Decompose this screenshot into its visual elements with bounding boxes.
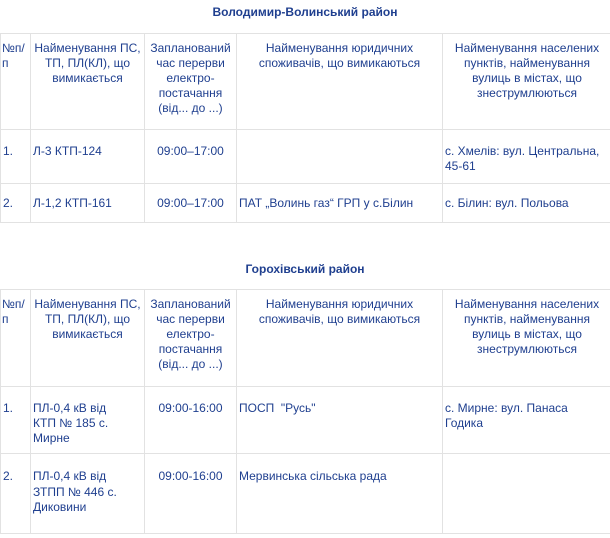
outage-table-volodymyr-volynskyi (0, 33, 610, 223)
row-planned-time: 09:00–17:00 (145, 184, 237, 223)
header-settlements: Найменування населених пунктів, найменування вулиць в містах, що знеструмлюються (443, 290, 610, 387)
header-planned-time: Запланований час перерви електро-постачання (від... до ...) (145, 290, 237, 387)
row-legal-consumers: ПОСП "Русь" (237, 387, 443, 454)
row-number: 1. (1, 130, 31, 184)
row-line-name: Л-3 КТП-124 (31, 130, 145, 184)
outage-table-horokhivskyi (0, 289, 610, 534)
table-row (1, 387, 610, 454)
row-planned-time: 09:00-16:00 (145, 454, 237, 534)
row-line-name: ПЛ-0,4 кВ від ЗТПП № 446 с. Диковини (31, 454, 145, 534)
header-number: №п/п (1, 290, 31, 387)
row-legal-consumers: ПАТ „Волинь газ“ ГРП у с.Білин (237, 184, 443, 223)
row-line-name: ПЛ-0,4 кВ від КТП № 185 с. Мирне (31, 387, 145, 454)
header-number: №п/п (1, 34, 31, 130)
header-planned-time: Запланований час перерви електро-постачання (від... до ...) (145, 34, 237, 130)
header-legal-consumers: Найменування юридичних споживачів, що вимикаються (237, 34, 443, 130)
header-line-name: Найменування ПС, ТП, ПЛ(КЛ), що вимикається (31, 34, 145, 130)
row-planned-time: 09:00-16:00 (145, 387, 237, 454)
row-legal-consumers (237, 130, 443, 184)
section-title-volodymyr-volynskyi: Володимир-Волинський район (212, 5, 398, 19)
row-settlements: с. Хмелів: вул. Центральна, 45-61 (443, 130, 610, 184)
header-legal-consumers: Найменування юридичних споживачів, що вимикаються (237, 290, 443, 387)
row-settlements: с. Мирне: вул. Панаса Годика (443, 387, 610, 454)
table-row (1, 130, 610, 184)
section-title-horokhivskyi: Горохівський район (245, 262, 365, 276)
row-line-name: Л-1,2 КТП-161 (31, 184, 145, 223)
row-number: 1. (1, 387, 31, 454)
header-line-name: Найменування ПС, ТП, ПЛ(КЛ), що вимикається (31, 290, 145, 387)
table-row (1, 454, 610, 534)
table-header-row (1, 290, 610, 387)
row-number: 2. (1, 184, 31, 223)
header-settlements: Найменування населених пунктів, найменування вулиць в містах, що знеструмлюються (443, 34, 610, 130)
row-number: 2. (1, 454, 31, 534)
table-header-row (1, 34, 610, 130)
table-row (1, 184, 610, 223)
row-planned-time: 09:00–17:00 (145, 130, 237, 184)
row-legal-consumers: Мервинська сільська рада (237, 454, 443, 534)
row-settlements (443, 454, 610, 534)
row-settlements: с. Білин: вул. Польова (443, 184, 610, 223)
